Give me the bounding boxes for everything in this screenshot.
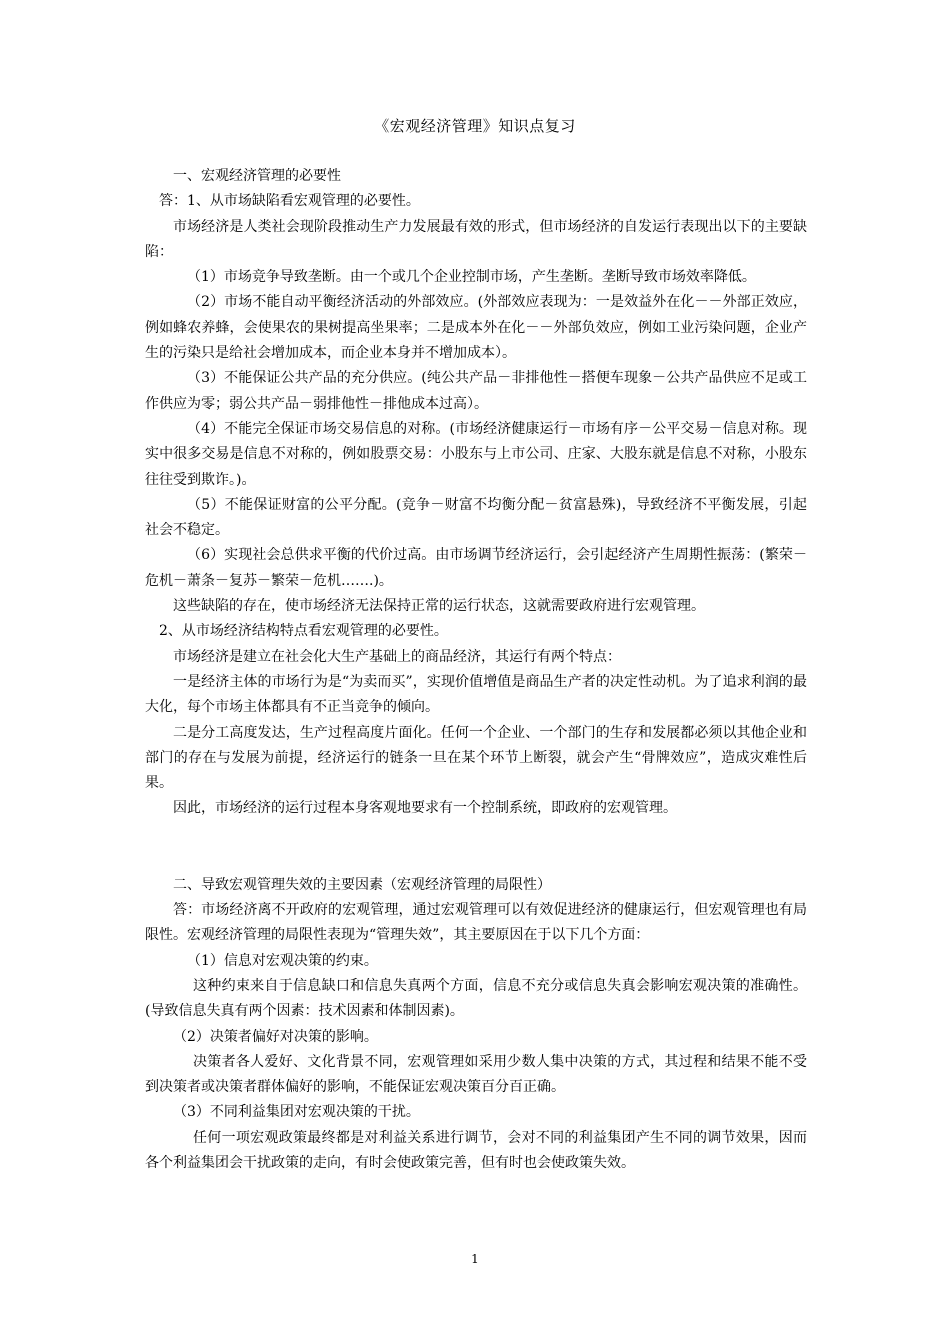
- factor2-text: 决策者各人爱好、文化背景不同，宏观管理如采用少数人集中决策的方式，其过程和结果不能不受到决策者或决策者群体偏好的影响，不能保证宏观决策百分百正确。: [145, 1053, 807, 1096]
- section2-heading: 二、导致宏观管理失效的主要因素（宏观经济管理的局限性）: [173, 876, 551, 893]
- section2-answer: 答：市场经济离不开政府的宏观管理，通过宏观管理可以有效促进经济的健康运行，但宏观管理也有局限性。宏观经济管理的局限性表现为“管理失效”，其主要原因在于以下几个方面：: [145, 902, 807, 944]
- defect-3: （3）不能保证公共产品的充分供应。(纯公共产品－非排他性－搭便车现象－公共产品供应不足或工作供应为零；弱公共产品－弱排他性－排他成本过高）。: [145, 370, 807, 412]
- defect-1: （1）市场竞争导致垄断。由一个或几个企业控制市场，产生垄断。垄断导致市场效率降低。: [187, 269, 756, 286]
- document-title: 《宏观经济管理》知识点复习: [374, 117, 576, 135]
- page-number: 1: [471, 1252, 479, 1266]
- section1-conclusion: 因此，市场经济的运行过程本身客观地要求有一个控制系统，即政府的宏观管理。: [173, 800, 677, 817]
- factor3-heading: （3）不同利益集团对宏观决策的干扰。: [173, 1104, 420, 1121]
- feature-1: 一是经济主体的市场行为是“为卖而买”，实现价值增值是商品生产者的决定性动机。为了追求利润的最大化，每个市场主体都具有不正当竞争的倾向。: [145, 673, 807, 716]
- defect-6: （6）实现社会总供求平衡的代价过高。由市场调节经济运行，会引起经济产生周期性振荡：(繁荣－危机－萧条－复苏－繁荣－危机…….)。: [145, 547, 807, 589]
- factor2-heading: （2）决策者偏好对决策的影响。: [173, 1028, 378, 1045]
- factor1-heading: （1）信息对宏观决策的约束。: [187, 952, 378, 969]
- defect-2: （2）市场不能自动平衡经济活动的外部效应。(外部效应表现为：一是效益外在化－－外部正效应，例如蜂农养蜂，会使果农的果树提高坐果率；二是成本外在化－－外部负效应，例如工业污染问题，企业产生的污染只是给社会增加成本，而企业本身并不增加成本）。: [145, 294, 807, 362]
- answer1-heading: 答：1、从市场缺陷看宏观管理的必要性。: [159, 193, 420, 210]
- defects-conclusion: 这些缺陷的存在，使市场经济无法保持正常的运行状态，这就需要政府进行宏观管理。: [173, 598, 705, 615]
- feature-2: 二是分工高度发达，生产过程高度片面化。任何一个企业、一个部门的生存和发展都必须以其他企业和部门的存在与发展为前提，经济运行的链条一旦在某个环节上断裂，就会产生“骨牌效应”，造成灾难性后果。: [145, 724, 807, 792]
- section1-intro: 市场经济是人类社会现阶段推动生产力发展最有效的形式，但市场经济的自发运行表现出以下的主要缺陷：: [145, 218, 807, 260]
- section1-heading: 一、宏观经济管理的必要性: [173, 168, 341, 184]
- defect-4: （4）不能完全保证市场交易信息的对称。(市场经济健康运行－市场有序－公平交易－信息对称。现实中很多交易是信息不对称的，例如股票交易：小股东与上市公司、庄家、大股东就是信息不对称，小股东往往受到欺诈。)。: [145, 420, 807, 488]
- factor3-text: 任何一项宏观政策最终都是对利益关系进行调节，会对不同的利益集团产生不同的调节效果，因而各个利益集团会干扰政策的走向，有时会使政策完善，但有时也会使政策失效。: [145, 1129, 807, 1171]
- section-gap: [145, 822, 807, 873]
- factor1-text: 这种约束来自于信息缺口和信息失真两个方面，信息不充分或信息失真会影响宏观决策的准确性。(导致信息失真有两个因素：技术因素和体制因素)。: [145, 977, 807, 1020]
- document-body: [145, 164, 807, 1176]
- structure-intro: 市场经济是建立在社会化大生产基础上的商品经济，其运行有两个特点：: [173, 648, 621, 665]
- defect-5: （5）不能保证财富的公平分配。(竞争－财富不均衡分配－贫富悬殊)，导致经济不平衡发展，引起社会不稳定。: [145, 496, 807, 539]
- answer2-heading: 2、从市场经济结构特点看宏观管理的必要性。: [159, 623, 448, 640]
